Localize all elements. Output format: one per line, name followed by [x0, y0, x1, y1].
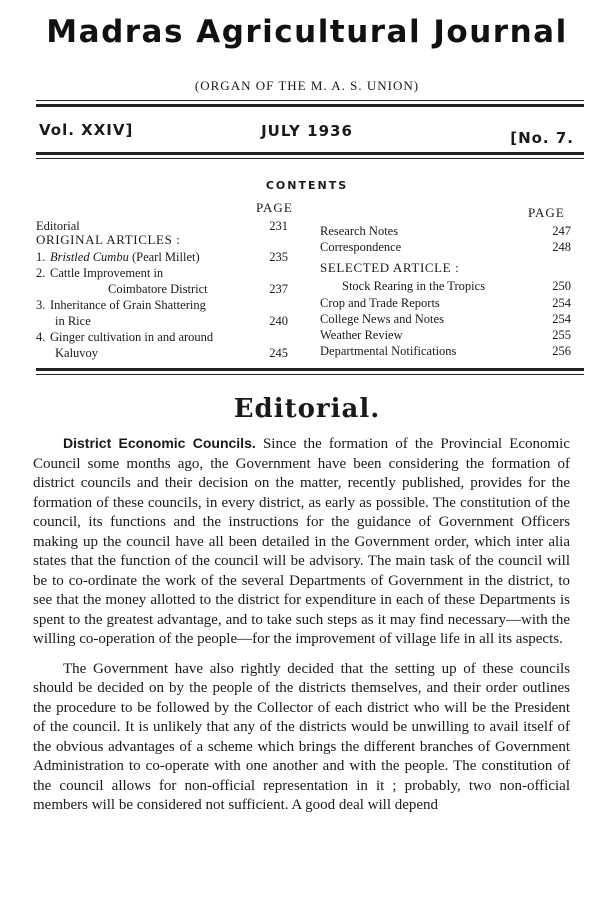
- header-rule-top-thin: [36, 100, 584, 101]
- header-rule-bottom-thin: [36, 158, 584, 159]
- toc-item-label: Crop and Trade Reports: [320, 296, 440, 310]
- toc-item-crop-trade[interactable]: [320, 296, 571, 310]
- toc-item-number: 1.: [36, 250, 46, 264]
- toc-item-page: 248: [552, 240, 571, 254]
- toc-item-article-2-cont[interactable]: [36, 282, 288, 296]
- paragraph-lead: District Economic Councils.: [63, 435, 256, 451]
- toc-item-label: Correspondence: [320, 240, 402, 254]
- toc-item-page: 254: [552, 296, 571, 310]
- toc-item-label: Departmental Notifications: [320, 344, 457, 358]
- editorial-title: Editorial.: [233, 394, 381, 424]
- toc-item-label: Research Notes: [320, 224, 399, 238]
- toc-item-label: Cattle Improvement in: [50, 266, 164, 280]
- toc-item-article-1[interactable]: [36, 250, 288, 264]
- toc-section-original-articles: ORIGINAL ARTICLES :: [36, 232, 181, 247]
- toc-item-number: 3.: [36, 298, 46, 312]
- toc-item-article-3-cont[interactable]: [36, 314, 288, 328]
- contents-rule-thin: [36, 374, 584, 375]
- issue-date: JULY 1936: [261, 122, 353, 140]
- toc-item-page: 231: [269, 219, 288, 233]
- page-label-left: PAGE: [256, 200, 293, 215]
- toc-item-correspondence[interactable]: [320, 240, 571, 254]
- toc-item-departmental-notifications[interactable]: [320, 344, 571, 358]
- editorial-paragraph-1: [33, 434, 570, 650]
- toc-item-label-italic: Bristled Cumbu: [50, 250, 129, 264]
- toc-item-page: 256: [552, 344, 571, 358]
- journal-subtitle: (ORGAN OF THE M. A. S. UNION): [194, 78, 420, 93]
- toc-item-label: Coimbatore District: [108, 282, 208, 296]
- toc-item-page: 255: [552, 328, 571, 342]
- header-rule-top-thick: [36, 104, 584, 107]
- toc-item-page: 250: [552, 279, 571, 293]
- volume-label: Vol. XXIV]: [39, 121, 134, 139]
- toc-right-column: [320, 224, 571, 358]
- editorial-body: [33, 434, 570, 816]
- paragraph-text: Since the formation of the Provincial Economic Council some months ago, the Government have been considering the formation of district councils and their decision on the matter, recently published, provides for the formation of these councils, in every district, as early as possible. The constitution of the council, its functions and the instructions for the guidance of Government Officers making up the council have all been detailed in the Government order, which inter alia states that the function of the council will be advisory. The main task of the council will be to co-ordinate the work of the several Departments of Government in the district, to see that the money allotted to the district for expenditure in each of these Departments is spent to the greatest advantage, and to take such steps as it may find necessary—with the willing co-operation of the people—for the improvement of village life in all its aspects.: [33, 436, 571, 647]
- toc-item-page: 247: [552, 224, 571, 238]
- toc-item-editorial[interactable]: [36, 219, 288, 233]
- toc-item-label: College News and Notes: [320, 312, 444, 326]
- toc-item-page: 245: [269, 346, 288, 360]
- toc-item-label: Weather Review: [320, 328, 403, 342]
- page-label-right: PAGE: [528, 205, 565, 220]
- toc-item-page: 254: [552, 312, 571, 326]
- toc-section-selected-article: SELECTED ARTICLE :: [320, 260, 460, 275]
- toc-item-article-3[interactable]: [36, 298, 288, 312]
- contents-heading: CONTENTS: [265, 179, 349, 192]
- toc-item-label: Kaluvoy: [55, 346, 99, 360]
- toc-item-label: in Rice: [55, 314, 91, 328]
- paragraph-text: The Government have also rightly decided that the setting up of these councils should be decided on by the people of the districts themselves, and their order outlines the procedure to be followed by the Collector of each district who will be the President of the council. It is unlikely that any of the districts would be unwilling to avail itself of the obvious advantages of a scheme which brings the different branches of Government Administration to co-operate with one another and with the people. The constitution of the council allows for non-official representation in it ; probably, two non-official members will be considered not sufficient. A good deal will depend: [33, 660, 570, 813]
- editorial-paragraph-2: [33, 660, 570, 816]
- toc-item-article-4[interactable]: [36, 330, 288, 344]
- toc-left-column: [36, 219, 288, 360]
- toc-item-research-notes[interactable]: [320, 224, 571, 238]
- toc-item-label: (Pearl Millet): [128, 250, 200, 264]
- toc-item-college-news[interactable]: [320, 312, 571, 326]
- toc-item-weather-review[interactable]: [320, 328, 571, 342]
- toc-item-label: Inheritance of Grain Shattering: [50, 298, 206, 312]
- toc-item-page: 235: [269, 250, 288, 264]
- toc-item-article-2[interactable]: [36, 266, 288, 280]
- toc-item-page: 237: [269, 282, 288, 296]
- toc-item-label: Ginger cultivation in and around: [50, 330, 214, 344]
- header-rule-bottom-thick: [36, 152, 584, 155]
- toc-item-label: Editorial: [36, 219, 80, 233]
- journal-title: Madras Agricultural Journal: [46, 14, 568, 50]
- toc-item-article-4-cont[interactable]: [36, 346, 288, 360]
- issue-number: [No. 7.: [510, 129, 574, 147]
- toc-item-number: 4.: [36, 330, 46, 344]
- contents-rule-thick: [36, 368, 584, 371]
- toc-item-page: 240: [269, 314, 288, 328]
- toc-item-stock-rearing[interactable]: [320, 279, 571, 293]
- toc-item-label: Stock Rearing in the Tropics: [342, 279, 486, 293]
- toc-item-number: 2.: [36, 266, 46, 280]
